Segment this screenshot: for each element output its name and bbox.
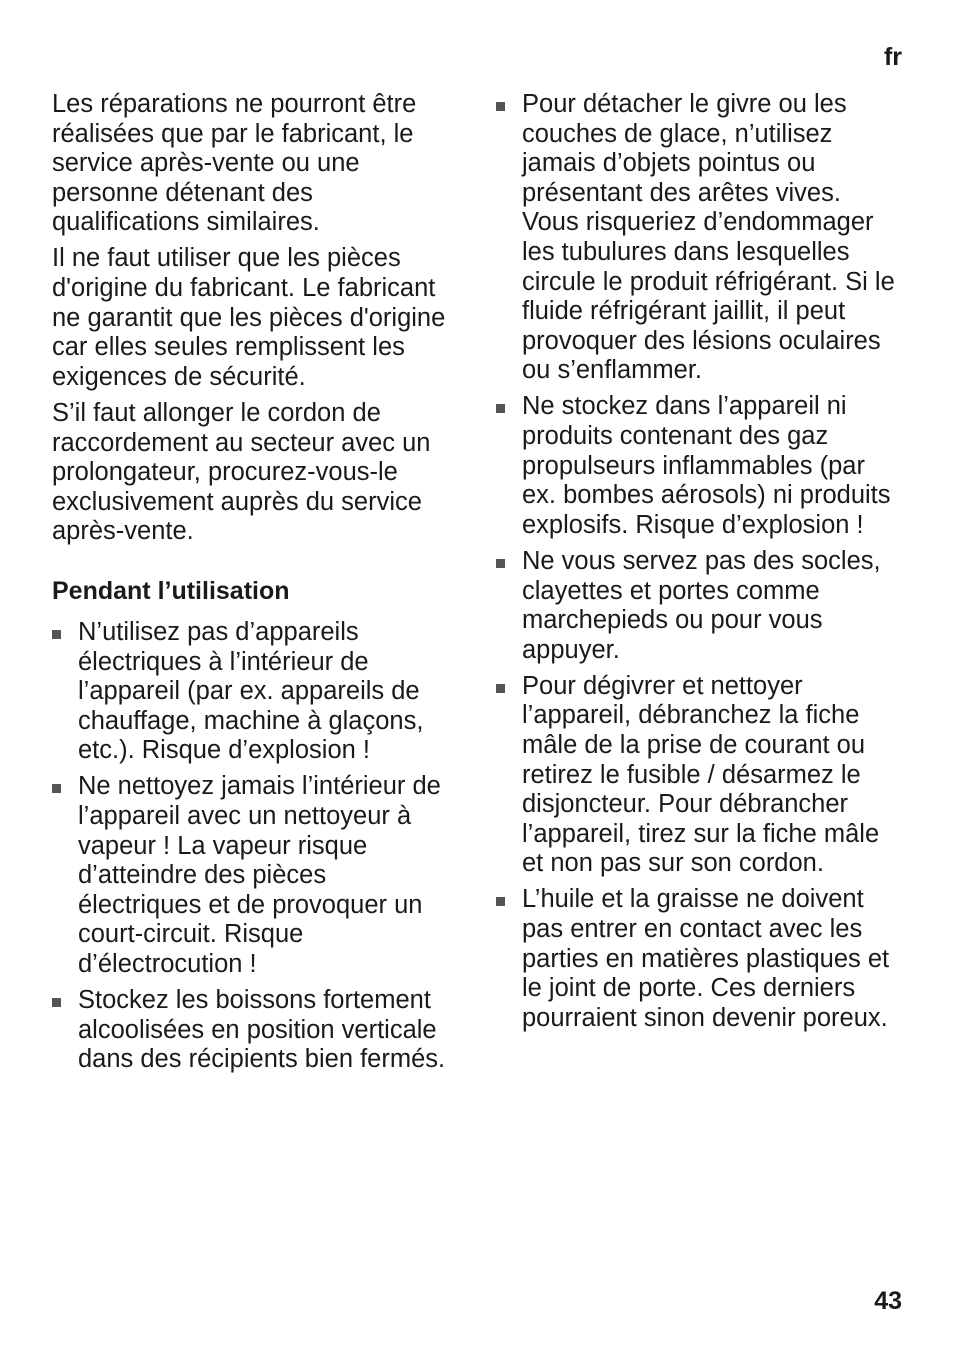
- paragraph-repairs: Les réparations ne pourront être réalisées que par le fabricant, le service après-vente ou une personne détenant des qualifications similaires.: [52, 90, 417, 237]
- square-bullet-icon: [52, 630, 61, 639]
- list-item: [496, 90, 904, 386]
- list-item: [52, 618, 454, 766]
- square-bullet-icon: [52, 998, 61, 1007]
- list-item-text: Pour détacher le givre ou les couches de glace, n’utilisez jamais d’objets pointus ou présentant des arêtes vives. Vous risqueriez d’endommager les tubulures dans lesquelles circule le produit réfrigérant. Si le fluide réfrigérant jaillit, il peut provoquer des lésions oculaires ou s’enflammer.: [522, 90, 895, 385]
- list-item: [52, 986, 454, 1075]
- section-heading: Pendant l’utilisation: [52, 576, 290, 605]
- list-item: [496, 547, 904, 665]
- page-number: 43: [874, 1287, 902, 1315]
- right-column: [496, 90, 904, 1040]
- bullet-list-right: [496, 90, 904, 1033]
- list-item-text: L’huile et la graisse ne doivent pas entrer en contact avec les parties en matières plastiques et le joint de porte. Ces derniers pourraient sinon devenir poreux.: [522, 885, 890, 1032]
- list-item-text: Ne nettoyez jamais l’intérieur de l’appareil avec un nettoyeur à vapeur ! La vapeur risque d’atteindre des pièces électriques et de provoquer un court-circuit. Risque d’électrocution !: [78, 772, 441, 978]
- list-item-text: Pour dégivrer et nettoyer l’appareil, débranchez la fiche mâle de la prise de courant ou retirez le fusible / désarmez le disjoncteur. Pour débrancher l’appareil, tirez sur la fiche mâle et non pas sur son cordon.: [522, 671, 880, 878]
- language-label: fr: [883, 43, 902, 71]
- list-item-text: Stockez les boissons fortement alcoolisées en position verticale dans des récipients bien fermés.: [78, 986, 446, 1074]
- square-bullet-icon: [496, 102, 505, 111]
- list-item-text: N’utilisez pas d’appareils électriques à l’intérieur de l’appareil (par ex. appareils de chauffage, machine à glaçons, etc.). Risque d’explosion !: [78, 617, 424, 765]
- square-bullet-icon: [496, 897, 505, 906]
- square-bullet-icon: [52, 784, 61, 793]
- paragraph-original-parts: Il ne faut utiliser que les pièces d'origine du fabricant. Le fabricant ne garantit que les pièces d'origine car elles seules remplissent les exigences de sécurité.: [52, 244, 446, 391]
- list-item: [52, 772, 454, 979]
- list-item-text: Ne vous servez pas des socles, clayettes et portes comme marchepieds ou pour vous appuyer.: [522, 546, 881, 664]
- bullet-list-left: [52, 618, 454, 1075]
- square-bullet-icon: [496, 684, 505, 693]
- list-item: [496, 885, 904, 1033]
- list-item-text: Ne stockez dans l’appareil ni produits contenant des gaz propulseurs inflammables (par ex. bombes aérosols) ni produits explosifs. Risque d’explosion !: [522, 392, 891, 539]
- list-item: [496, 672, 904, 879]
- square-bullet-icon: [496, 404, 505, 413]
- square-bullet-icon: [496, 559, 505, 568]
- list-item: [496, 392, 904, 540]
- paragraph-extension-cord: S’il faut allonger le cordon de raccordement au secteur avec un prolongateur, procurez-vous-le exclusivement auprès du service après-vente.: [52, 398, 431, 546]
- left-column: [52, 90, 454, 1081]
